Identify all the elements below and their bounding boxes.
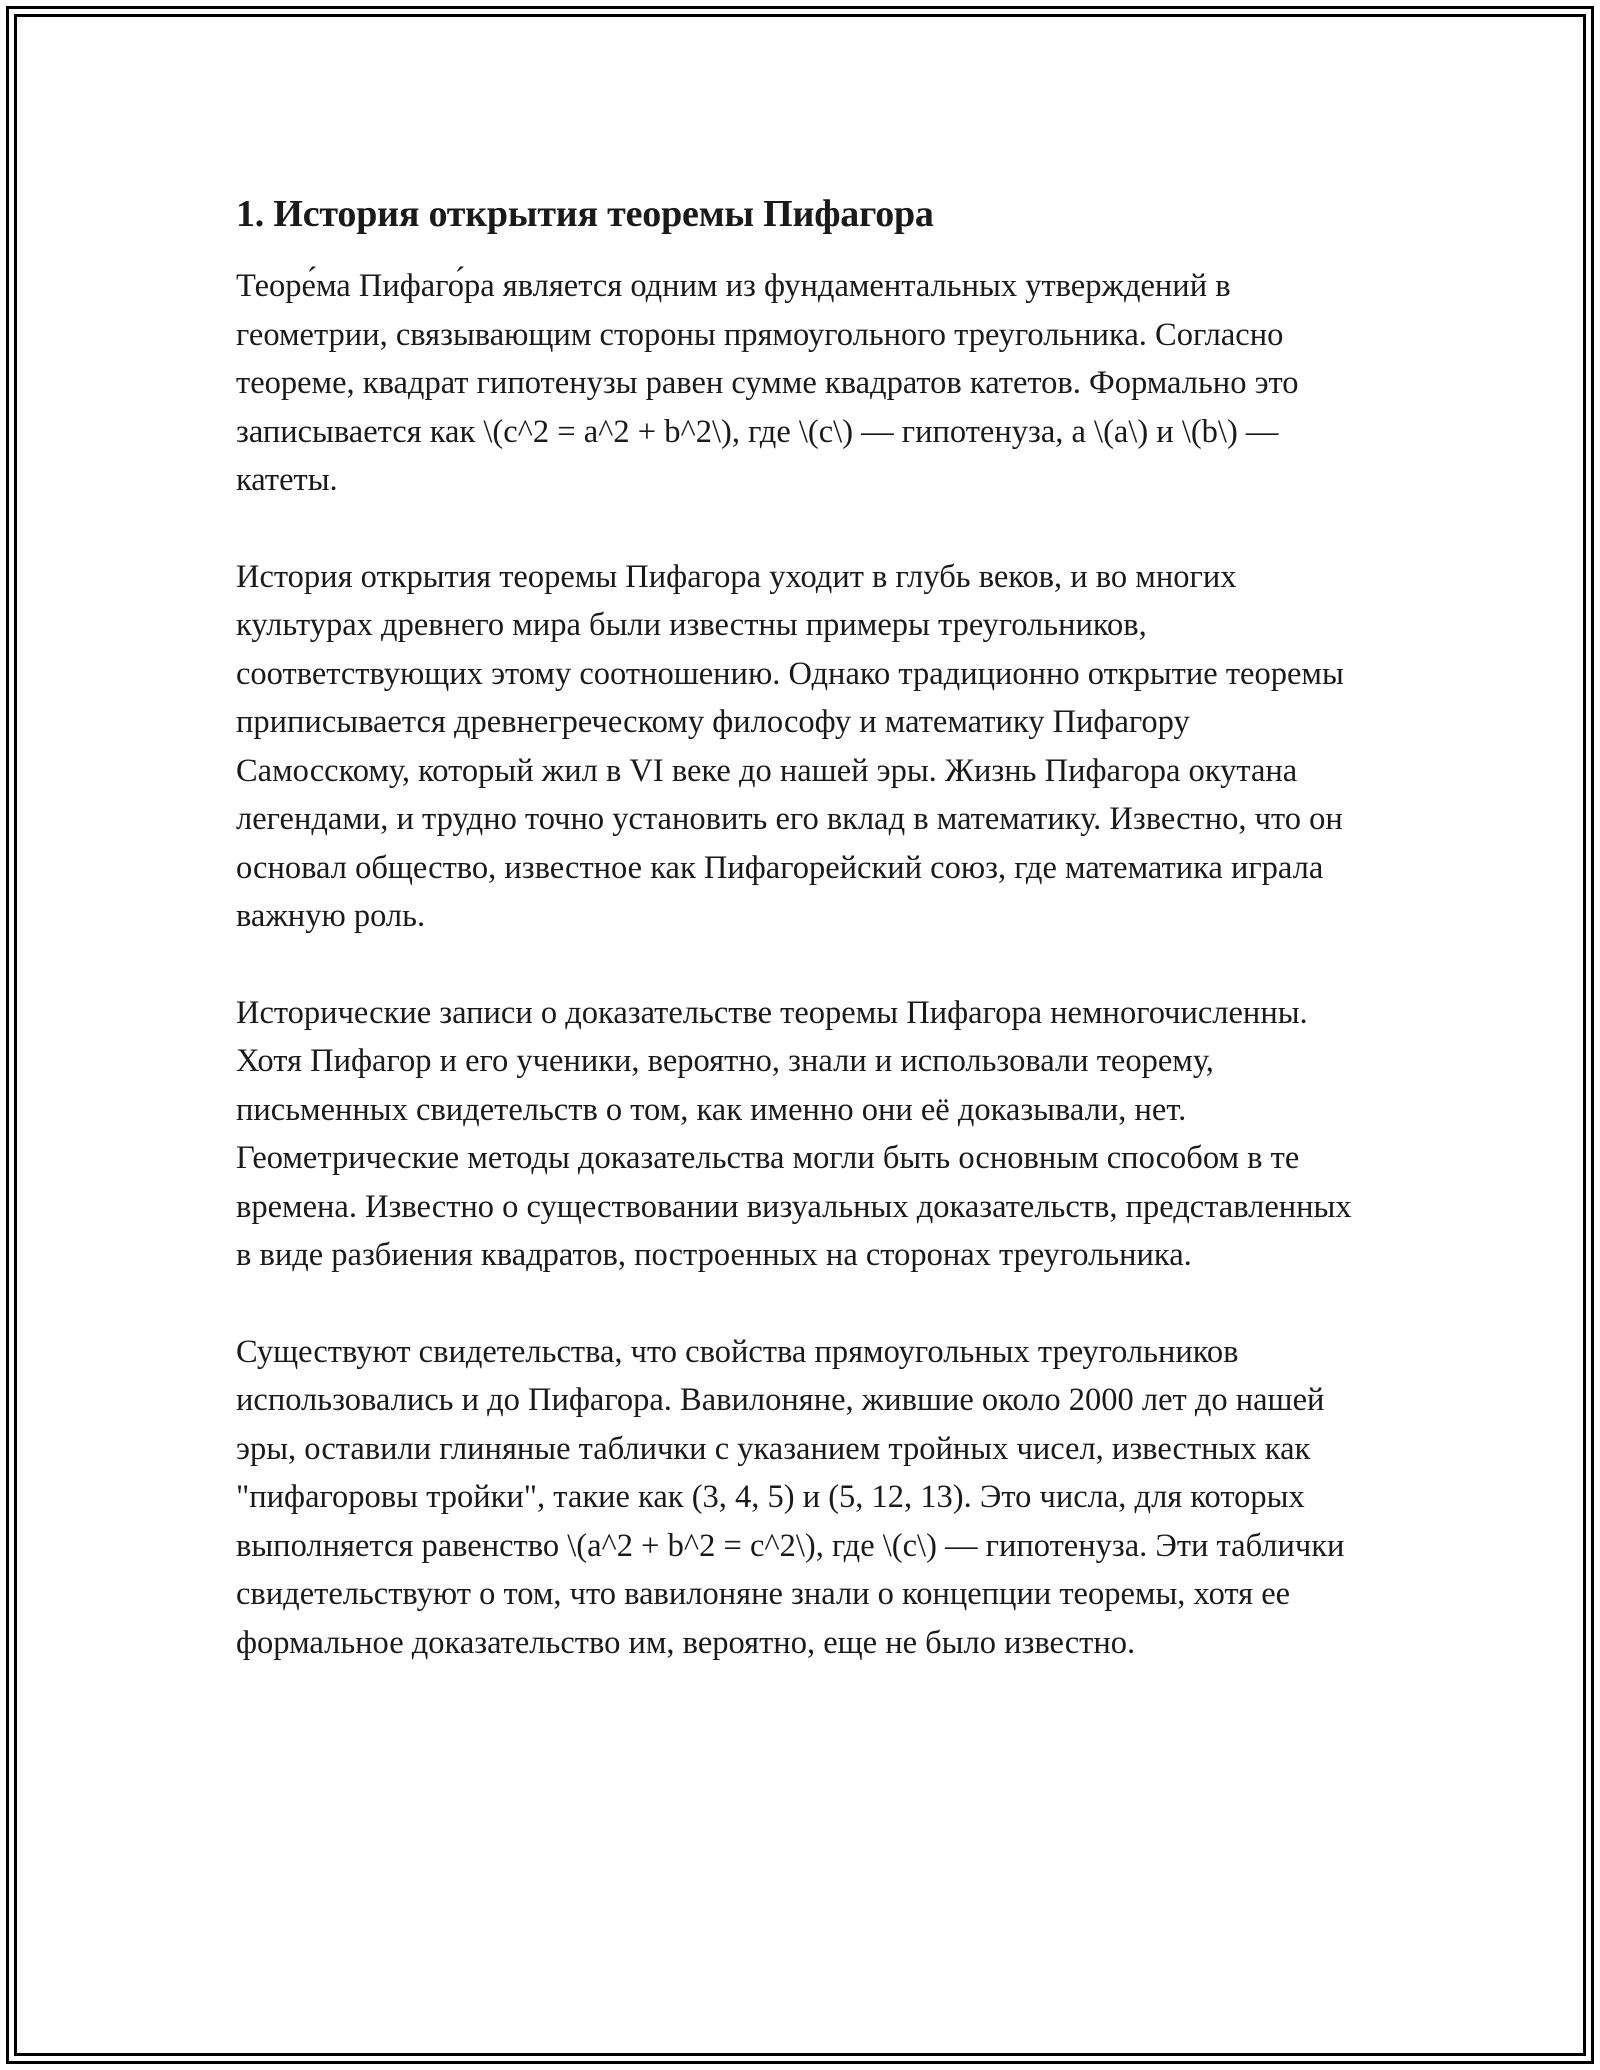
section-heading: 1. История открытия теоремы Пифагора [236,193,934,235]
paragraph-history: История открытия теоремы Пифагора уходит в глубь веков, и во многих культурах древнего мира были известны примеры треугольников, соответствующих этому соотношению. Однако традиционно открытие теоремы приписывается древнегреческому философу и математику Пифагору Самосскому, который жил в VI веке до нашей эры. Жизнь Пифагора окутана легендами, и трудно точно установить его вклад в математику. Известно, что он основал общество, известное как Пифагорейский союз, где математика играла важную роль. [236,558,1344,934]
paragraph-babylonian-evidence: Существуют свидетельства, что свойства прямоугольных треугольников использовались и до Пифагора. Вавилоняне, жившие около 2000 лет до нашей эры, оставили глиняные таблички с указанием тройных чисел, известных как "пифагоровы тройки", такие как (3, 4, 5) и (5, 12, 13). Это числа, для которых выполняется равенство \(a^2 + b^2 = c^2\), где \(c\) — гипотенуза. Эти таблички свидетельствуют о том, что вавилоняне знали о концепции теоремы, хотя ее формальное доказательство им, вероятно, еще не было известно. [236,1333,1345,1661]
paragraph-historical-records: Исторические записи о доказательстве теоремы Пифагора немногочисленны. Хотя Пифагор и его ученики, вероятно, знали и использовали теорему, письменных свидетельств о том, как именно они её доказывали, нет. Геометрические методы доказательства могли быть основным способом в те времена. Известно о существовании визуальных доказательств, представленных в виде разбиения квадратов, построенных на сторонах треугольника. [236,994,1352,1273]
document-body [236,186,1366,1715]
paragraph-theorem-definition: Теоре́ма Пифаго́ра является одним из фундаментальных утверждений в геометрии, связывающим стороны прямоугольного треугольника. Согласно теореме, квадрат гипотенузы равен сумме квадратов катетов. Формально это записывается как \(c^2 = a^2 + b^2\), где \(c\) — гипотенуза, а \(a\) и \(b\) — катеты. [236,268,1299,498]
